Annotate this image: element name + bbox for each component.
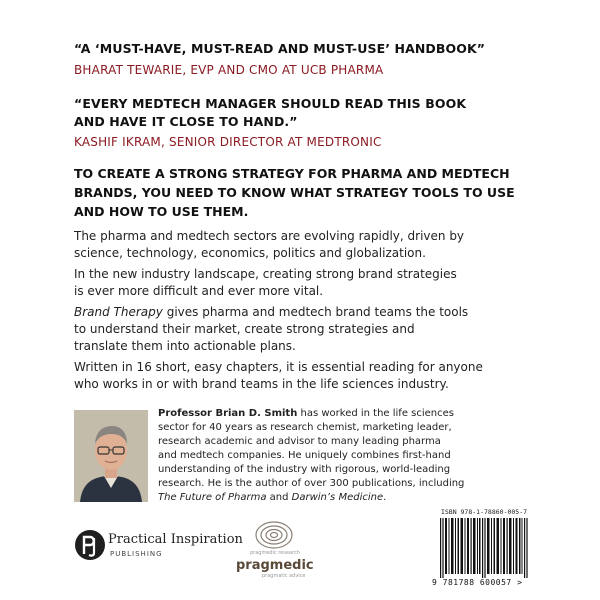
- headline-line-1: TO CREATE A STRONG STRATEGY FOR PHARMA AND MEDTECH: [74, 166, 510, 181]
- publisher-sub: PUBLISHING: [110, 550, 163, 558]
- isbn-barcode: [432, 508, 536, 590]
- bio-line-6: research. He is the author of over 300 publications, including: [158, 478, 465, 489]
- paragraph-2-line-2: is ever more difficult and ever more vital.: [74, 284, 324, 298]
- partner-sub: pragmatic advice: [262, 573, 306, 579]
- quote-1-line: “A ‘MUST-HAVE, MUST-READ AND MUST-USE’ HANDBOOK”: [74, 41, 486, 56]
- paragraph-2-line-1: In the new industry landscape, creating strong brand strategies: [74, 267, 457, 281]
- pragmedic-logo: [236, 520, 326, 580]
- paragraph-3-line-1: [74, 304, 544, 321]
- quote-2-line-1: “EVERY MEDTECH MANAGER SHOULD READ THIS BOOK: [74, 96, 467, 111]
- paragraph-1-line-2: science, technology, economics, politics and globalization.: [74, 246, 426, 260]
- quote-2-line-2: AND HAVE IT CLOSE TO HAND.”: [74, 114, 298, 129]
- paragraph-3-line-3: translate them into actionable plans.: [74, 339, 296, 353]
- bio-line-2: sector for 40 years as research chemist, marketing leader,: [158, 422, 452, 433]
- paragraph-3-line-2: to understand their market, create strong strategies and: [74, 322, 415, 336]
- book-title-darwins-medicine: Darwin’s Medicine: [291, 492, 384, 503]
- paragraph-1-line-1: The pharma and medtech sectors are evolving rapidly, driven by: [74, 229, 465, 243]
- paragraph-3-line-1-rest: gives pharma and medtech brand teams the tools: [162, 305, 469, 319]
- paragraph-4-line-1: Written in 16 short, easy chapters, it is essential reading for anyone: [74, 360, 483, 374]
- bio-line-7: [158, 491, 518, 505]
- isbn-digits: 9 781788 600057 >: [432, 578, 523, 587]
- paragraph-1: [74, 228, 544, 262]
- quote-2: [74, 95, 466, 131]
- pi-monogram-icon: [74, 528, 106, 562]
- book-title-brand-therapy: Brand Therapy: [74, 305, 163, 319]
- bio-line-1: [158, 407, 518, 421]
- author-bio: [158, 407, 518, 505]
- bio-line-3: research academic and advisor to many leading pharma: [158, 436, 441, 447]
- partner-top-text: pragmedic research: [250, 550, 300, 556]
- publisher-logo: [74, 526, 243, 566]
- bio-line-1-rest: has worked in the life sciences: [297, 408, 454, 419]
- partner-name: pragmedic: [236, 558, 314, 573]
- paragraph-2: [74, 266, 544, 300]
- headline-line-2: BRANDS, YOU NEED TO KNOW WHAT STRATEGY TOOLS TO USE: [74, 185, 515, 200]
- author-photo: [74, 410, 148, 502]
- headline-line-3: AND HOW TO USE THEM.: [74, 204, 249, 219]
- bio-line-5: understanding of the industry with rigorous, world-leading: [158, 464, 451, 475]
- bio-period: .: [383, 492, 387, 503]
- isbn-label: ISBN 978-1-78860-005-7: [440, 508, 528, 516]
- publisher-name: Practical Inspiration: [108, 532, 243, 547]
- paragraph-4: [74, 359, 544, 393]
- strategy-headline: [74, 164, 534, 221]
- book-title-future-of-pharma: The Future of Pharma: [158, 492, 267, 503]
- quote-1: [74, 40, 485, 58]
- paragraph-3: [74, 304, 544, 355]
- bio-and: and: [266, 492, 292, 503]
- paragraph-4-line-2: who works in or with brand teams in the life sciences industry.: [74, 377, 449, 391]
- barcode-bars-icon: [440, 518, 532, 578]
- brain-spiral-icon: [254, 520, 294, 550]
- author-name: Professor Brian D. Smith: [158, 408, 298, 419]
- quote-1-attribution: BHARAT TEWARIE, EVP AND CMO AT UCB PHARMA: [74, 63, 384, 77]
- bio-line-4: and medtech companies. He uniquely combines first-hand: [158, 450, 451, 461]
- quote-2-attribution: KASHIF IKRAM, SENIOR DIRECTOR AT MEDTRONIC: [74, 135, 382, 149]
